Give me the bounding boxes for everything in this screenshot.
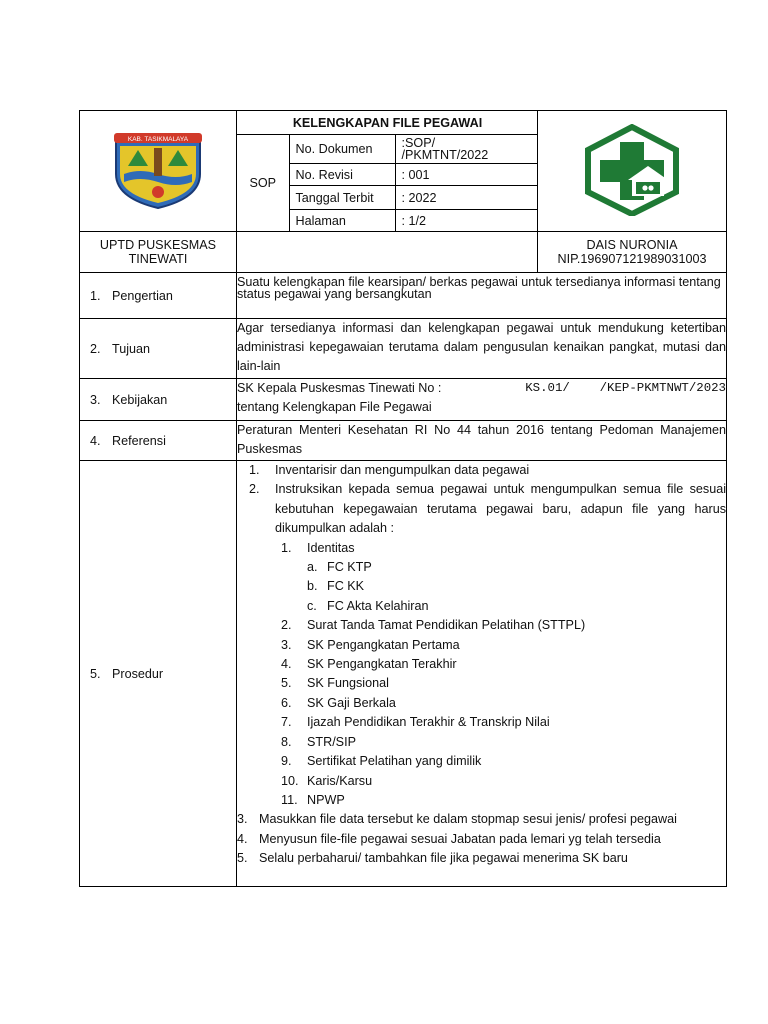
section-label-prosedur xyxy=(80,461,237,887)
item-text: Identitas xyxy=(307,540,355,555)
section-label-kebijakan xyxy=(80,379,237,421)
kebijakan-cell xyxy=(237,379,727,421)
item-text: SK Gaji Berkala xyxy=(307,695,396,710)
tujuan-text: Agar tersedianya informasi dan kelengkapan pegawai untuk mendukung ketertiban administrasi kepegawaian terutama dalam pengusulan kenaikan pangkat, mutasi dan lain-lain xyxy=(237,319,727,379)
subitem-text: FC KK xyxy=(327,579,365,594)
document-title: KELENGKAPAN FILE PEGAWAI xyxy=(237,111,538,135)
section-number: 4. xyxy=(90,433,101,448)
section-title: Tujuan xyxy=(112,341,151,356)
item-text: STR/SIP xyxy=(307,734,356,749)
step-text: Menyusun file-file pegawai sesuai Jabatan pada lemari yg telah tersedia xyxy=(259,831,661,846)
document-item xyxy=(237,694,726,713)
item-number: 1. xyxy=(281,540,292,555)
document-item xyxy=(237,752,726,771)
item-number: 9. xyxy=(281,754,292,769)
right-logo-cell xyxy=(538,111,727,232)
field-value-no-dokumen: :SOP/ /PKMTNT/2022 xyxy=(395,135,538,164)
subitem-text: FC KTP xyxy=(327,560,372,575)
subitem-text: FC Akta Kelahiran xyxy=(327,598,429,613)
section-number: 3. xyxy=(90,392,101,407)
kebijakan-text-a: SK Kepala Puskesmas Tinewati No : xyxy=(237,381,442,395)
signatory-name: DAIS NURONIA xyxy=(586,238,678,252)
prosedur-steps xyxy=(237,461,727,887)
sop-label: SOP xyxy=(249,176,277,190)
field-label-halaman: Halaman xyxy=(289,210,395,232)
document-item xyxy=(237,772,726,791)
section-title: Kebijakan xyxy=(112,392,168,407)
step-number: 3. xyxy=(237,812,248,827)
document-item xyxy=(237,616,726,635)
item-number: 11. xyxy=(281,792,298,807)
kebijakan-text-c: tentang Kelengkapan File Pegawai xyxy=(237,400,432,414)
puskesmas-logo-icon xyxy=(582,124,682,216)
step-number: 1. xyxy=(249,463,260,477)
document-item xyxy=(237,791,726,810)
step-text: Selalu perbaharui/ tambahkan file jika pegawai menerima SK baru xyxy=(259,851,628,866)
field-label-no-revisi: No. Revisi xyxy=(289,164,395,186)
section-number: 2. xyxy=(90,341,101,356)
document-item xyxy=(237,674,726,693)
section-title: Pengertian xyxy=(112,288,173,303)
item-text: NPWP xyxy=(307,792,345,807)
item-text: SK Pengangkatan Pertama xyxy=(307,637,460,652)
document-item xyxy=(237,655,726,674)
item-number: 5. xyxy=(281,676,292,691)
item-number: 4. xyxy=(281,657,292,672)
document-item xyxy=(237,539,726,558)
procedure-step xyxy=(237,461,726,480)
item-text: Ijazah Pendidikan Terakhir & Transkrip Nilai xyxy=(307,715,550,730)
section-title: Referensi xyxy=(112,433,166,448)
document-subitem xyxy=(237,577,726,596)
header-middle-cell xyxy=(237,111,538,232)
step-number: 4. xyxy=(237,831,248,846)
step-text: Inventarisir dan mengumpulkan data pegawai xyxy=(275,463,530,477)
item-text: SK Pengangkatan Terakhir xyxy=(307,657,457,672)
item-number: 8. xyxy=(281,734,292,749)
document-subitem xyxy=(237,558,726,577)
section-label-tujuan xyxy=(80,319,237,379)
step-number: 5. xyxy=(237,851,248,866)
section-number: 5. xyxy=(90,666,101,681)
sop-document-table xyxy=(79,110,727,887)
item-number: 6. xyxy=(281,695,292,710)
signatory-nip: NIP.196907121989031003 xyxy=(557,252,707,266)
item-text: Karis/Karsu xyxy=(307,773,373,788)
procedure-step xyxy=(237,849,726,868)
section-number: 1. xyxy=(90,288,101,303)
item-text: SK Fungsional xyxy=(307,676,389,691)
item-text: Sertifikat Pelatihan yang dimilik xyxy=(307,754,482,769)
field-value-tanggal-terbit: : 2022 xyxy=(395,186,538,210)
step-text: Instruksikan kepada semua pegawai untuk mengumpulkan semua file sesuai kebutuhan kepegawaian terutama pegawai baru, adapun file yang harus dikumpulkan adalah : xyxy=(275,482,726,536)
kebijakan-text-b: KS.01/ /KEP-PKMTNWT/2023 xyxy=(525,381,726,395)
step-text: Masukkan file data tersebut ke dalam stopmap sesui jenis/ profesi pegawai xyxy=(259,812,677,827)
document-item xyxy=(237,733,726,752)
procedure-step xyxy=(237,830,726,849)
section-label-pengertian xyxy=(80,273,237,319)
field-value-halaman: : 1/2 xyxy=(395,210,538,232)
document-item xyxy=(237,713,726,732)
signatory-cell xyxy=(538,232,727,273)
emblem-banner-text: KAB. TASIKMALAYA xyxy=(127,135,189,143)
field-label-tanggal-terbit: Tanggal Terbit xyxy=(289,186,395,210)
subitem-letter: b. xyxy=(307,579,318,594)
sign-empty-cell xyxy=(237,232,538,273)
field-label-no-dokumen: No. Dokumen xyxy=(289,135,395,164)
subitem-letter: a. xyxy=(307,560,318,575)
left-logo-cell xyxy=(80,111,237,232)
step-number: 2. xyxy=(249,482,260,497)
tasikmalaya-emblem-icon xyxy=(110,130,206,210)
procedure-step xyxy=(237,810,726,829)
section-title: Prosedur xyxy=(112,666,164,681)
item-number: 10. xyxy=(281,773,299,788)
pengertian-text: Suatu kelengkapan file kearsipan/ berkas pegawai untuk tersedianya informasi tentang status pegawai yang bersangkutan xyxy=(237,273,727,319)
unit-name: UPTD PUSKESMAS TINEWATI xyxy=(80,232,237,273)
document-subitem xyxy=(237,597,726,616)
document-item xyxy=(237,636,726,655)
item-number: 3. xyxy=(281,637,292,652)
subitem-letter: c. xyxy=(307,598,317,613)
procedure-step xyxy=(237,480,726,538)
item-text: Surat Tanda Tamat Pendidikan Pelatihan (STTPL) xyxy=(307,618,586,633)
item-number: 7. xyxy=(281,715,292,730)
referensi-text: Peraturan Menteri Kesehatan RI No 44 tahun 2016 tentang Pedoman Manajemen Puskesmas xyxy=(237,421,727,461)
section-label-referensi xyxy=(80,421,237,461)
item-number: 2. xyxy=(281,618,292,633)
field-value-no-revisi: : 001 xyxy=(395,164,538,186)
